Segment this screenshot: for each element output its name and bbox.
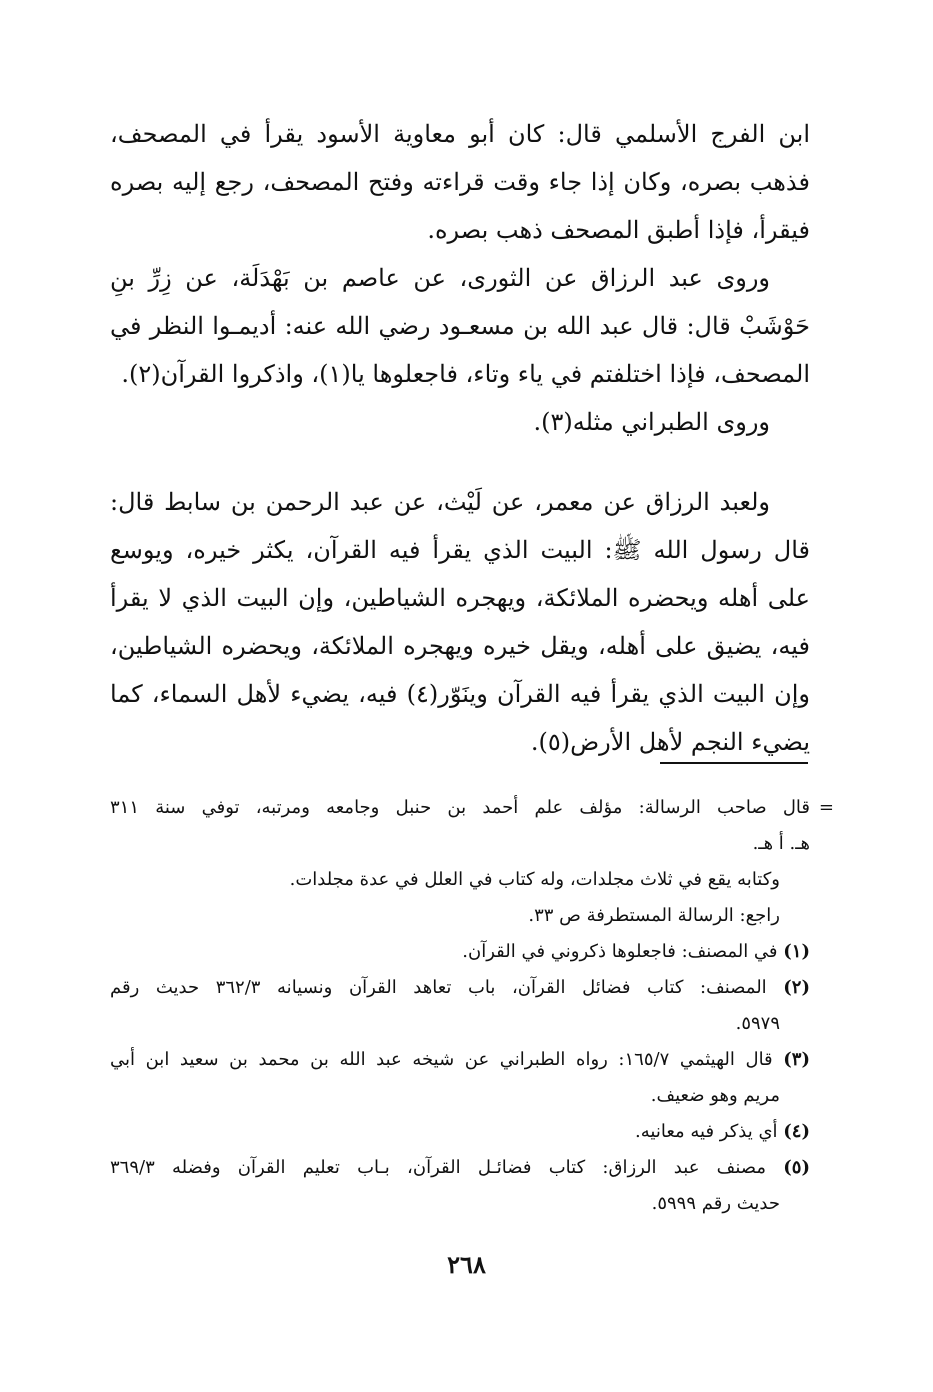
continuation-mark: = xyxy=(818,797,834,818)
footnote-divider xyxy=(660,762,808,764)
page-number: ٢٦٨ xyxy=(447,1250,486,1279)
footnote-1 xyxy=(110,934,810,970)
footnote-number: (١) xyxy=(783,941,810,962)
footnote-2-continuation xyxy=(110,1006,810,1042)
footnote-5 xyxy=(110,1150,810,1186)
footnote-continuation-line xyxy=(110,790,834,826)
footnote-continuation-text: راجع: الرسالة المستطرفة ص ٣٣. xyxy=(528,905,780,926)
footnote-continuation-text: هـ. أ هـ. xyxy=(752,833,810,854)
footnote-continuation-line xyxy=(110,826,810,862)
footnote-text: أي يذكر فيه معانيه. xyxy=(635,1121,784,1142)
footnote-text: مصنف عبد الرزاق: كتاب فضائـل القرآن، بـاب تعليم القرآن وفضله ٣٦٩/٣ xyxy=(110,1157,784,1178)
footnote-5-continuation xyxy=(110,1186,810,1222)
footnote-2 xyxy=(110,970,810,1006)
footnotes xyxy=(110,790,834,1222)
paragraph-2: وروى عبد الرزاق عن الثورى، عن عاصم بن بَهْدَلَة، عن زِرِّ بنِ حَوْشَبْ قال: قال عبد الله بن مسعـود رضي الله عنه: أديمـوا النظر في المصحف، فإذا اختلفتم في ياء وتاء، فاجعلوها يا(١)، واذكروا القرآن(٢). xyxy=(110,264,810,388)
footnote-text: في المصنف: فاجعلوها ذكروني في القرآن. xyxy=(462,941,784,962)
footnote-3-continuation xyxy=(110,1078,810,1114)
paragraph-1: ابن الفرج الأسلمي قال: كان أبو معاوية الأسود يقرأ في المصحف، فذهب بصره، وكان إذا جاء وقت قراءته وفتح المصحف، رجع إليه بصره فيقرأ، فإذا أطبق المصحف ذهب بصره. xyxy=(110,120,810,244)
footnote-4 xyxy=(110,1114,810,1150)
footnote-number: (٢) xyxy=(783,977,810,998)
footnote-number: (٣) xyxy=(783,1049,810,1070)
footnote-number: (٤) xyxy=(783,1121,810,1142)
footnote-text: المصنف: كتاب فضائل القرآن، باب تعاهد القرآن ونسيانه ٣٦٢/٣ حديث رقم xyxy=(110,977,784,998)
footnote-text: مريم وهو ضعيف. xyxy=(650,1085,780,1106)
footnote-continuation-text: وكتابه يقع في ثلاث مجلدات، وله كتاب في العلل في عدة مجلدات. xyxy=(289,869,780,890)
footnote-continuation-line xyxy=(110,862,810,898)
paragraph-3: وروى الطبراني مثله(٣). xyxy=(533,408,770,436)
footnote-text: قال الهيثمي ١٦٥/٧: رواه الطبراني عن شيخه عبد الله بن محمد بن سعيد ابن أبي xyxy=(110,1049,784,1070)
footnote-3 xyxy=(110,1042,810,1078)
footnote-continuation-line xyxy=(110,898,810,934)
paragraph-4: ولعبد الرزاق عن معمر، عن لَيْث، عن عبد الرحمن بن سابط قال: قال رسول الله ﷺ: البيت الذي يقرأ فيه القرآن، يكثر خيره، ويوسع على أهله ويحضره الملائكة، ويهجره الشياطين، وإن البيت الذي لا يقرأ فيه، يضيق على أهله، ويقل خيره ويهجره الملائكة، ويحضره الشياطين، وإن البيت الذي يقرأ فيه القرآن وينَوّر(٤) فيه، يضيء لأهل السماء، كما يضيء النجم لأهل الأرض(٥). xyxy=(110,488,811,756)
footnote-continuation-text: قال صاحب الرسالة: مؤلف علم أحمد بن حنبل وجامعه ومرتبه، توفي سنة ٣١١ xyxy=(110,797,810,818)
footnote-number: (٥) xyxy=(783,1157,810,1178)
footnote-text: ٥٩٧٩. xyxy=(735,1013,780,1034)
footnote-text: حديث رقم ٥٩٩٩. xyxy=(651,1193,780,1214)
